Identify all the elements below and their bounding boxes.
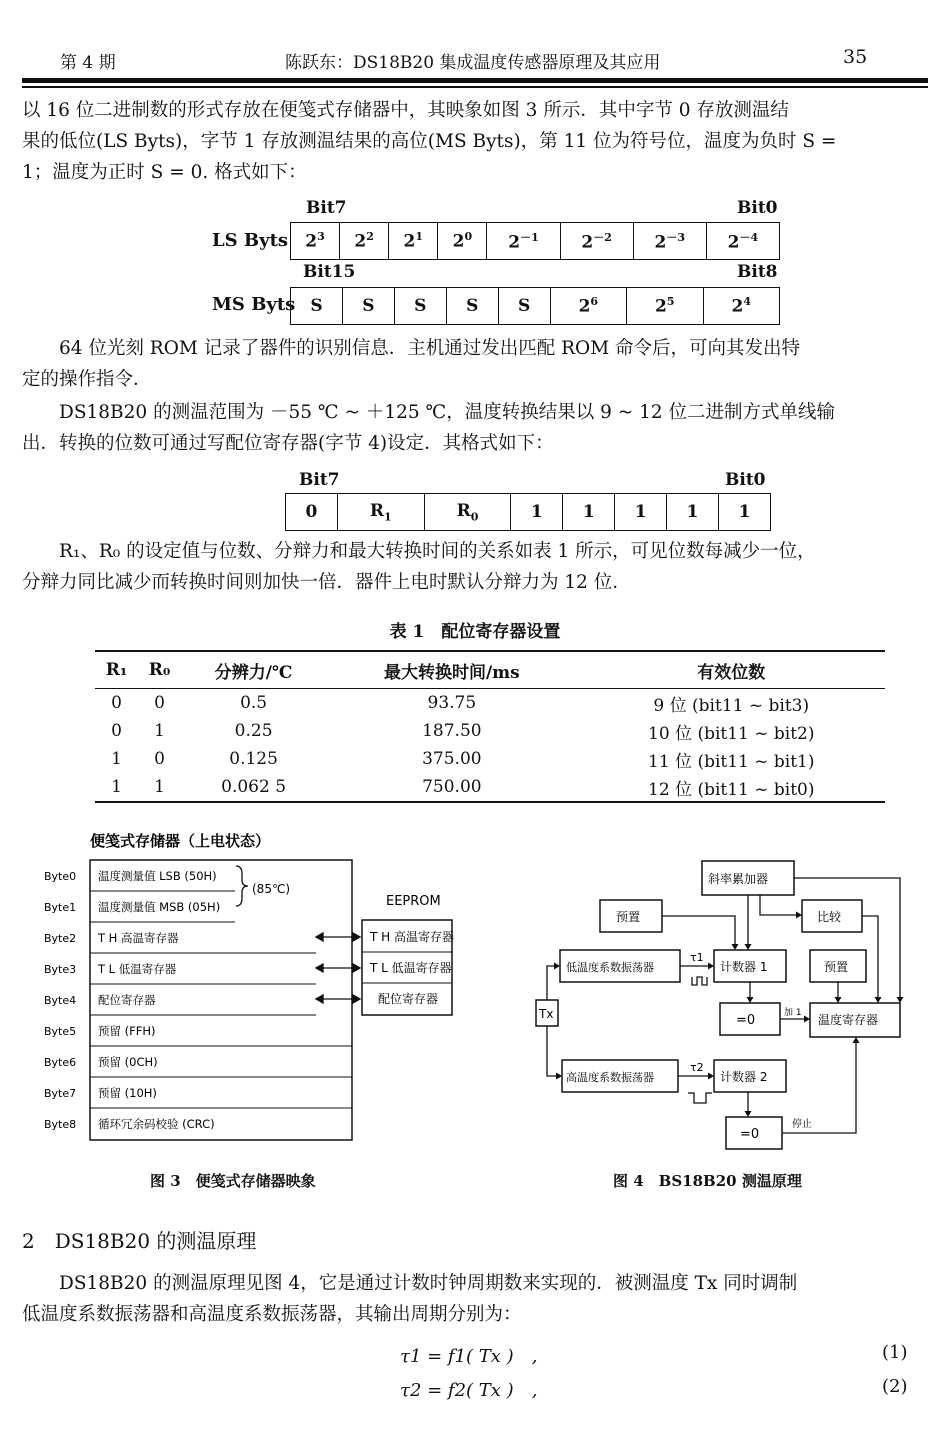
scratchpad-row: T H 高温寄存器: [98, 931, 179, 945]
register-cell: 1: [563, 494, 615, 531]
header-page-number: 35: [843, 46, 868, 68]
byte-label: Byte3: [44, 963, 77, 976]
table-cell: 10 位 (bit11 ~ bit2): [648, 723, 815, 744]
table-row: [95, 689, 885, 718]
eeprom-row: 配位寄存器: [378, 992, 439, 1006]
byte-label: Byte6: [44, 1056, 77, 1069]
temp-register-label: 温度寄存器: [818, 1013, 879, 1027]
bit0-label: Bit0: [737, 198, 778, 218]
paragraph-line: R₁、R₀ 的设定值与位数、分辩力和最大转换时间的关系如表 1 所示，可见位数每减少一位，: [59, 541, 816, 562]
table-cell: 0: [111, 721, 122, 741]
eeprom-row: T H 高温寄存器: [370, 930, 454, 944]
counter1-label: 计数器 1: [720, 960, 768, 974]
byte-label: Byte4: [44, 994, 77, 1007]
figure-4: [530, 855, 930, 1155]
paragraph-1: [22, 95, 928, 188]
register-cell: S: [342, 288, 394, 325]
register-cell: S: [498, 288, 550, 325]
ls-byts-label: LS Byts: [212, 230, 289, 251]
table1: [95, 650, 885, 803]
cfg-bit0-label: Bit0: [725, 470, 766, 490]
header-rule-thick: [22, 78, 928, 83]
bit7-label: Bit7: [306, 198, 347, 218]
paragraph-4: [22, 536, 928, 598]
eeprom-arrows: [316, 933, 360, 1003]
byte-label: Byte2: [44, 932, 77, 945]
ms-register-table: [290, 287, 780, 325]
table-cell: 1: [95, 773, 138, 802]
paragraph-line: 果的低位(LS Byts)，字节 1 存放测温结果的高位(MS Byts)，第 11 位为符号位，温度为负时 S =: [22, 131, 837, 152]
add1-label: 加 1: [784, 1008, 802, 1018]
fig3-title: 便笺式存储器（上电状态）: [90, 832, 271, 850]
brace-note: (85℃): [252, 882, 291, 896]
register-cell: 1: [511, 494, 563, 531]
register-cell: $2^6$: [550, 288, 626, 325]
scratchpad-row: T L 低温寄存器: [98, 962, 177, 976]
table-cell: 0: [111, 693, 122, 713]
scratchpad-row: 预留 (0CH): [98, 1055, 158, 1069]
paragraph-line: 64 位光刻 ROM 记录了器件的识别信息．主机通过发出匹配 ROM 命令后，可向其发出特: [59, 338, 801, 359]
table-header: R₁: [95, 651, 138, 689]
cfg-bit7-label: Bit7: [299, 470, 340, 490]
scratchpad-row: 预留 (10H): [98, 1086, 157, 1100]
table-cell: 1: [138, 773, 181, 802]
table-header: 有效位数: [578, 651, 885, 689]
preset1-label: 预置: [616, 910, 641, 924]
scratchpad-row: 预留 (FFH): [98, 1024, 156, 1038]
brace-icon: [236, 866, 248, 906]
table-cell: 750.00: [326, 773, 577, 802]
table-cell: 0: [154, 749, 165, 769]
paragraph-line: 分辩力同比减少而转换时间则加快一倍．器件上电时默认分辩力为 12 位．: [22, 572, 631, 593]
paragraph-3: [22, 397, 928, 459]
ls-register-table: [290, 222, 780, 260]
scratchpad-row: 温度测量值 MSB (05H): [98, 900, 221, 914]
config-register-table: [285, 493, 771, 531]
table-cell: 0: [154, 693, 165, 713]
tx-label: Tx: [539, 1007, 554, 1021]
paragraph-5: [22, 1268, 928, 1330]
paragraph-line: 低温度系数振荡器和高温度系数振荡器，其输出周期分别为：: [22, 1304, 522, 1325]
tau1-label: τ1: [690, 951, 704, 964]
paragraph-line: DS18B20 的测温范围为 －55 ℃ ~ ＋125 ℃，温度转换结果以 9 ~ 12 位二进制方式单线输: [59, 402, 836, 423]
zero1-label: =0: [736, 1013, 756, 1028]
fig4-caption: 图 4 BS18B20 测温原理: [613, 1172, 802, 1190]
table-cell: 12 位 (bit11 ~ bit0): [578, 773, 885, 802]
section-2-heading: 2 DS18B20 的测温原理: [22, 1229, 257, 1253]
table-cell: 0.5: [240, 693, 268, 713]
table-row: [95, 773, 885, 802]
register-cell: $2^{-1}$: [487, 223, 560, 260]
equation-1: τ1 = f1( Tx ) ,: [400, 1346, 538, 1367]
register-cell: $2^3$: [291, 223, 340, 260]
register-cell: 1: [719, 494, 771, 531]
stop-label: 停止: [792, 1119, 812, 1130]
bit15-label: Bit15: [303, 262, 356, 282]
equation-2-number: (2): [882, 1376, 908, 1397]
register-cell: $2^1$: [389, 223, 438, 260]
byte-label: Byte0: [44, 870, 77, 883]
table-cell: 9 位 (bit11 ~ bit3): [653, 695, 810, 716]
byte-label: Byte1: [44, 901, 77, 914]
figure-3: [40, 826, 470, 1166]
slope-accumulator-label: 斜率累加器: [708, 872, 769, 886]
scratchpad-row: 温度测量值 LSB (50H): [98, 869, 217, 883]
register-cell: S: [291, 288, 343, 325]
paragraph-line: 以 16 位二进制数的形式存放在便笺式存储器中，其映象如图 3 所示．其中字节 0 存放测温结: [22, 100, 789, 121]
table-cell: 187.50: [422, 721, 482, 741]
table-cell: 375.00: [422, 749, 482, 769]
scratchpad-row: 配位寄存器: [98, 993, 156, 1007]
register-cell: $2^5$: [627, 288, 703, 325]
byte-label: Byte5: [44, 1025, 77, 1038]
paragraph-line: 定的操作指令．: [22, 369, 152, 390]
register-cell: 1: [615, 494, 667, 531]
register-cell: $2^2$: [340, 223, 389, 260]
ms-byts-label: MS Byts: [212, 294, 296, 315]
table-cell: 93.75: [427, 693, 477, 713]
high-osc-label: 高温度系数振荡器: [566, 1071, 654, 1084]
byte-label: Byte8: [44, 1118, 77, 1131]
counter2-label: 计数器 2: [720, 1070, 768, 1084]
table-header: R₀: [138, 651, 181, 689]
register-cell: $2^{-4}$: [706, 223, 779, 260]
register-cell: 1: [667, 494, 719, 531]
register-cell: $2^{-2}$: [560, 223, 633, 260]
paragraph-2: [22, 333, 928, 395]
header-title: 陈跃东：DS18B20 集成温度传感器原理及其应用: [285, 53, 661, 73]
paragraph-line: 1；温度为正时 S = 0. 格式如下：: [22, 162, 307, 183]
preset2-label: 预置: [824, 960, 849, 974]
register-cell: $R_0$: [424, 494, 511, 531]
table-cell: 1: [154, 721, 165, 741]
table-cell: 0.062 5: [181, 773, 326, 802]
register-cell: $R_1$: [337, 494, 424, 531]
register-cell: S: [446, 288, 498, 325]
zero2-label: =0: [740, 1127, 760, 1142]
header-issue: 第 4 期: [60, 53, 116, 73]
scratchpad-row: 循环冗余码校验 (CRC): [98, 1117, 215, 1131]
table-row: [95, 745, 885, 773]
paragraph-line: 出．转换的位数可通过写配位寄存器(字节 4)设定．其格式如下：: [22, 433, 554, 454]
table-row: [95, 717, 885, 745]
register-cell: $2^4$: [703, 288, 779, 325]
table-cell: 11 位 (bit11 ~ bit1): [648, 751, 815, 772]
table-cell: 0.25: [234, 721, 273, 741]
table1-caption: 表 1 配位寄存器设置: [389, 622, 561, 642]
compare-label: 比较: [817, 910, 842, 924]
table-header: 最大转换时间/ms: [326, 651, 577, 689]
register-cell: $2^{-3}$: [633, 223, 706, 260]
eeprom-label: EEPROM: [386, 894, 441, 909]
register-cell: 0: [286, 494, 338, 531]
equation-1-number: (1): [882, 1342, 908, 1363]
paragraph-line: DS18B20 的测温原理见图 4，它是通过计数时钟周期数来实现的．被测温度 Tx 同时调制: [59, 1273, 798, 1294]
table-header: 分辨力/℃: [181, 651, 326, 689]
byte-label: Byte7: [44, 1087, 77, 1100]
register-cell: $2^0$: [438, 223, 487, 260]
table-cell: 1: [111, 749, 122, 769]
bit8-label: Bit8: [737, 262, 778, 282]
equation-2: τ2 = f2( Tx ) ,: [400, 1380, 538, 1401]
table-cell: 0.125: [229, 749, 278, 769]
eeprom-row: T L 低温寄存器: [370, 961, 452, 975]
tau2-label: τ2: [690, 1061, 704, 1074]
fig3-caption-text: 图 3 便笺式存储器映象: [150, 1172, 316, 1190]
register-cell: S: [394, 288, 446, 325]
low-osc-label: 低温度系数振荡器: [566, 961, 654, 974]
header-rule-thin: [22, 86, 928, 88]
